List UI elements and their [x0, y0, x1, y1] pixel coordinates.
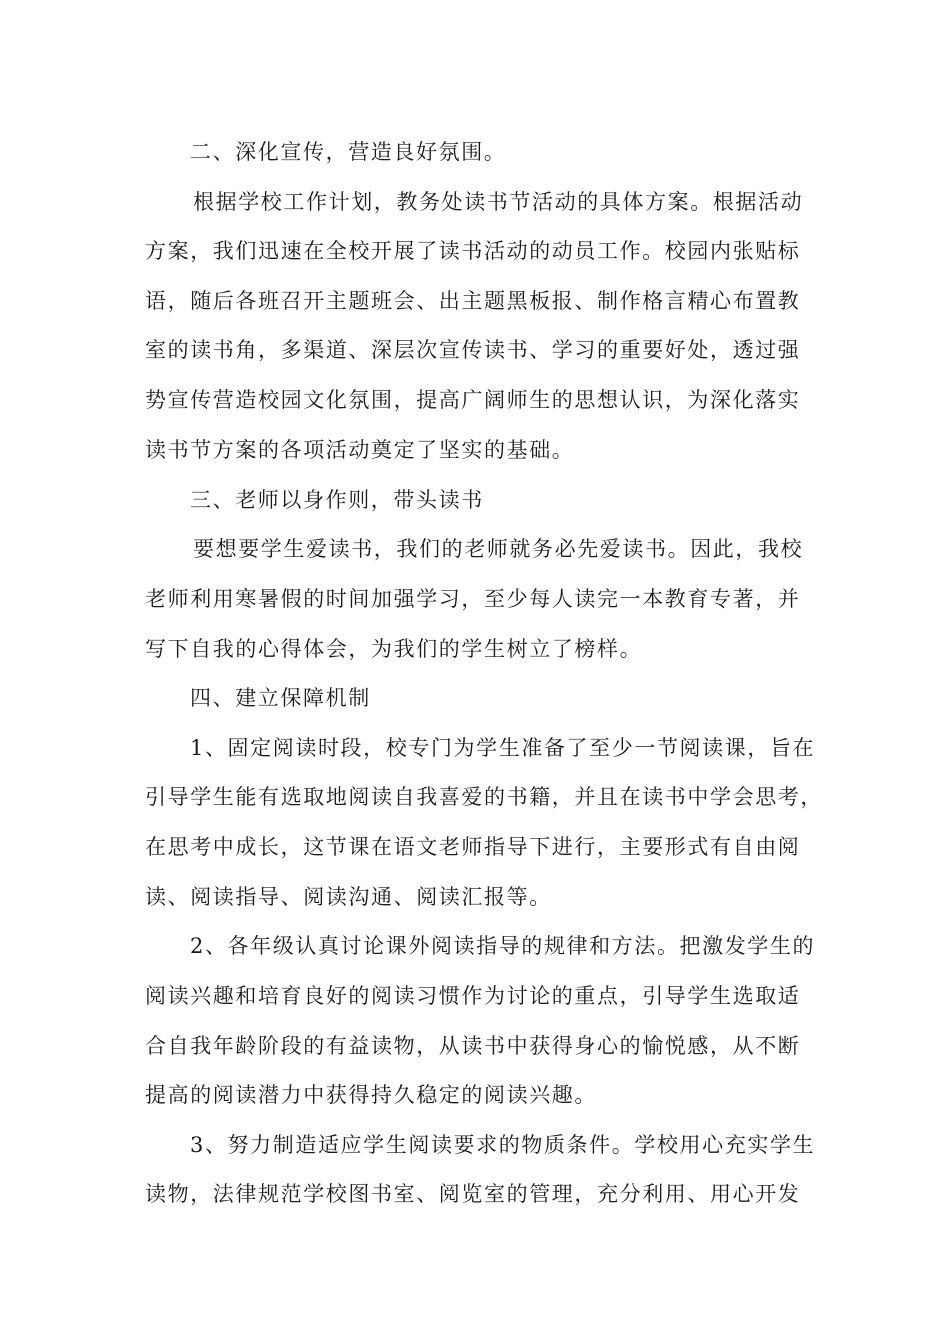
paragraph-line: 2、各年级认真讨论课外阅读指导的规律和方法。把激发学生的 — [190, 934, 816, 958]
section-heading-2: 二、深化宣传，营造良好氛围。 — [190, 140, 507, 164]
paragraph-line: 写下自我的心得体会，为我们的学生树立了榜样。 — [145, 637, 643, 661]
paragraph-line: 1、固定阅读时段，校专门为学生准备了至少一节阅读课，旨在 — [190, 736, 816, 760]
paragraph-line: 室的读书角，多渠道、深层次宣传读书、学习的重要好处，透过强 — [145, 338, 801, 362]
section-heading-3: 三、老师以身作则，带头读书 — [190, 488, 484, 512]
paragraph-line: 老师利用寒暑假的时间加强学习，至少每人读完一本教育专著，并 — [145, 587, 801, 611]
paragraph-line: 读书节方案的各项活动奠定了坚实的基础。 — [145, 438, 575, 462]
paragraph-line: 3、努力制造适应学生阅读要求的物质条件。学校用心充实学生 — [190, 1133, 816, 1157]
paragraph-line: 语，随后各班召开主题班会、出主题黑板报、制作格言精心布置教 — [145, 289, 801, 313]
paragraph-line: 读、阅读指导、阅读沟通、阅读汇报等。 — [145, 885, 552, 909]
paragraph-line: 势宣传营造校园文化氛围，提高广阔师生的思想认识，为深化落实 — [145, 388, 801, 412]
paragraph-line: 引导学生能有选取地阅读自我喜爱的书籍，并且在读书中学会思考， — [145, 785, 823, 809]
paragraph-line: 要想要学生爱读书，我们的老师就务必先爱读书。因此，我校 — [193, 537, 804, 561]
paragraph-line: 在思考中成长，这节课在语文老师指导下进行，主要形式有自由阅 — [145, 835, 801, 859]
paragraph-line: 根据学校工作计划，教务处读书节活动的具体方案。根据活动 — [193, 190, 804, 214]
paragraph-line: 读物，法律规范学校图书室、阅览室的管理，充分利用、用心开发 — [145, 1182, 801, 1206]
paragraph-line: 阅读兴趣和培育良好的阅读习惯作为讨论的重点，引导学生选取适 — [145, 984, 801, 1008]
paragraph-line: 方案，我们迅速在全校开展了读书活动的动员工作。校园内张贴标 — [145, 239, 801, 263]
section-heading-4: 四、建立保障机制 — [190, 686, 371, 710]
paragraph-line: 提高的阅读潜力中获得持久稳定的阅读兴趣。 — [145, 1083, 597, 1107]
paragraph-line: 合自我年龄阶段的有益读物，从读书中获得身心的愉悦感，从不断 — [145, 1034, 801, 1058]
